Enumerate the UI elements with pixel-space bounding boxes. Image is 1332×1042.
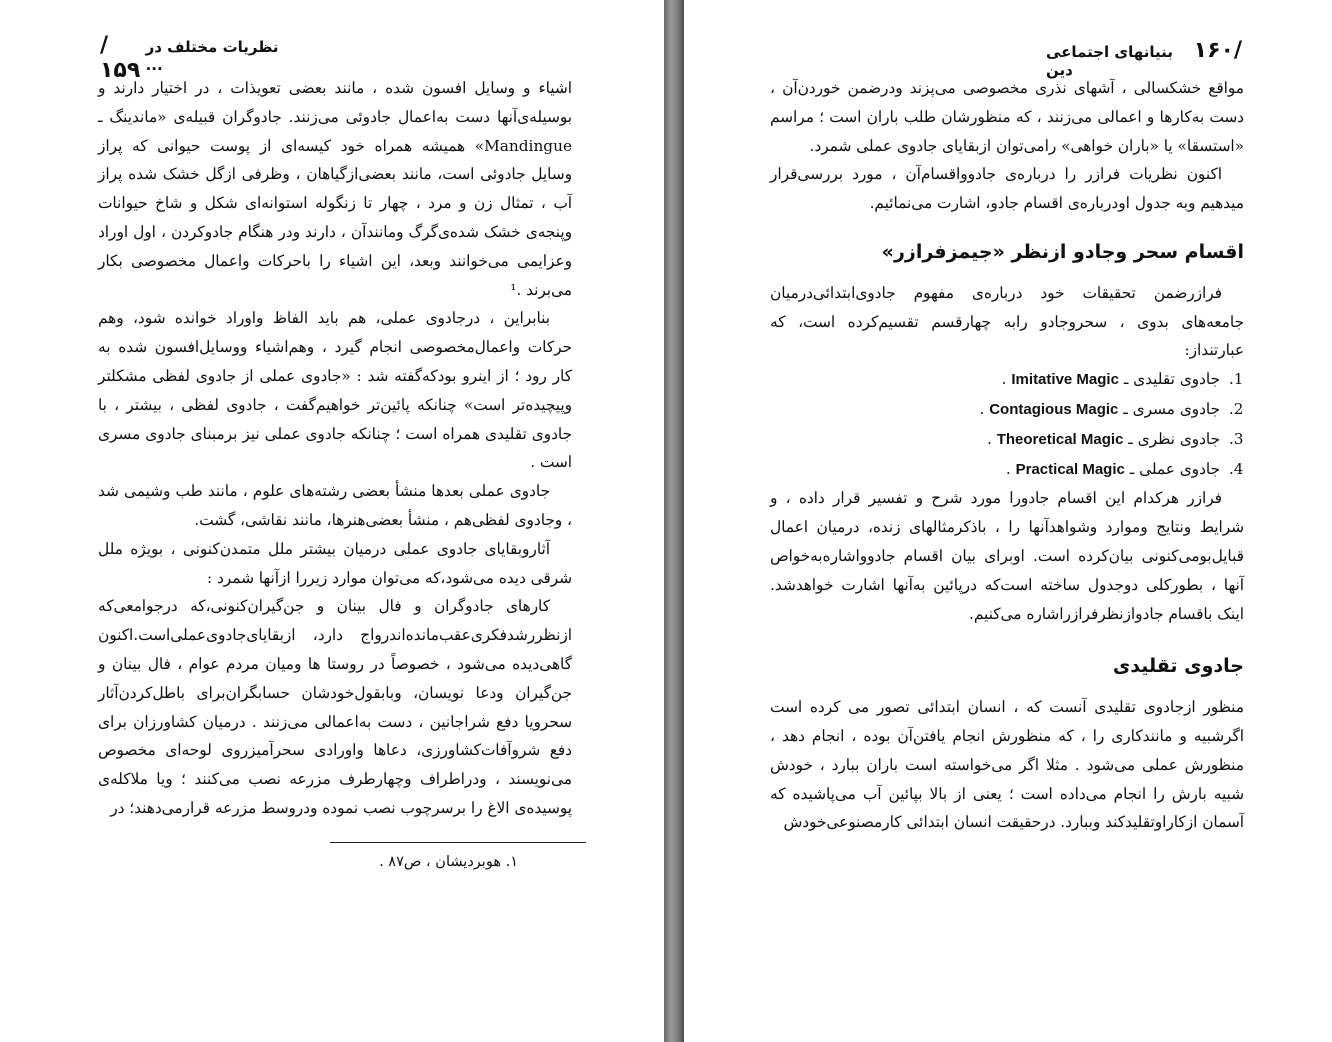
right-paragraph: منظور ازجادوی تقلیدی آنست که ، انسان ابتدائی تصور می کرده است اگرشبیه و مانندکاری را ، که منظورش انجام یافتن‌آن بوده ، انجام دهد ، منظورش عملی می‌شود . مثلا اگر می‌خواسته است باران ببارد ، خودش شبیه بارش را انجام می‌داده است ؛ یعنی از بالا بپائین آب می‌پاشیده که آسمان ازکاراوتقلیدکند وببارد. درحقیقت انسان ابتدائی کارمصنوعی‌خودش xyxy=(770,698,1244,832)
section-intro: فرازرضمن تحقیقات خود درباره‌ی مفهوم جادوی‌ابتدائی‌درمیان جامعه‌های بدوی ، سحروجادو رابه چهارقسم تقسیم‌کرده است، که عبارتنداز: xyxy=(770,283,1244,360)
right-page xyxy=(684,0,1332,1042)
left-paragraph: بنابراین ، درجادوی عملی، هم باید الفاظ واوراد خوانده شود، وهم حرکات واعمال‌مخصوصی انجام گیرد ، وهم‌اشیاء ووسایل‌افسون شده به کار رود ؛ از اینرو بودکه‌گفته شد : «جادوی عملی از جادوی لفظی مشکلتر وپیچیده‌تر است» چنانکه پائین‌تر خواهیم‌گفت ، جادوی لفظی ، بیشتر ، با جادوی تقلیدی همراه است ؛ چنانکه جادوی عملی نیز برمبنای جادوی مسری است . xyxy=(98,309,572,472)
footnote: ۱. هوبردیشان ، ص۸۷ . xyxy=(379,854,518,870)
right-page-body xyxy=(770,74,1244,837)
section-heading-frazer: اقسام سحر وجادو ازنظر «جیمزفرازر» xyxy=(881,240,1244,263)
list-item: 2. جادوی مسری ـ Contagious Magic . xyxy=(770,395,1224,425)
left-page-number: /۱۵۹ xyxy=(100,33,141,83)
list-item: 1. جادوی تقلیدی ـ Imitative Magic . xyxy=(770,365,1224,395)
left-page xyxy=(0,0,664,1042)
section-heading-imitative: جادوی تقلیدی xyxy=(1112,655,1244,678)
right-running-title: بنیانهای اجتماعی دین xyxy=(1046,43,1173,79)
left-paragraph: کارهای جادوگران و فال بینان و جن‌گیران‌کنونی،که درجوامعی‌که ازنظر‌رشدفکری‌عقب‌مانده‌اندرواج دارد، ازبقایای‌جادوی‌عملی‌است.اکنون گاهی‌دیده می‌شود ، خصوصاً در روستا ها ومیان مردم عوام ، فال بینان و جن‌گیران ودعا نویسان، وبابقول‌خودشان حسابگران‌برای باطل‌کردن‌آثار سحرویا دفع شراجانین ، دست به‌اعمالی می‌زنند . درمیان کشاورزان برای دفع شروآفات‌کشاورزی، دعاها واورادی سحرآمیزروی لوحه‌ای مخصوص می‌نویسند ، ودراطراف وچهارطرف مزرعه نصب می‌کنند ؛ ویا ملاکله‌ی پوسیده‌ی الاغ را برسرچوب نصب نموده ودروسط مزرعه قرارمی‌دهند؛ در xyxy=(98,597,572,817)
right-page-header xyxy=(1046,38,1242,79)
left-page-body xyxy=(98,74,572,823)
magic-types-list xyxy=(770,365,1244,484)
left-running-title: نظریات مختلف در ... xyxy=(145,38,279,74)
list-item: 3. جادوی نظری ـ Theoretical Magic . xyxy=(770,425,1224,455)
right-page-number: ۱۶۰/ xyxy=(1193,38,1242,63)
right-paragraph: اکنون نظریات فرازر را درباره‌ی جادوواقسام‌آن ، مورد بررسی‌قرار میدهیم وبه جدول اودرباره‌ی اقسام جادو، اشارت می‌نمائیم. xyxy=(770,165,1244,213)
book-gutter xyxy=(664,0,684,1042)
footnote-separator xyxy=(330,842,586,843)
left-paragraph: اشیاء و وسایل افسون شده ، مانند بعضی تعویذات ، در اختیار دارند و بوسیله‌ی‌آنها دست به‌اعمال جادوئی می‌زنند. جادوگران قبیله‌ی «ماندینگ ـ Mandingue» همیشه همراه خود کیسه‌ای از پوست حیوانی که پراز وسایل جادوئی است، مانند بعضی‌ازگیاهان ، وظرفی ازگل خشک شده پراز آب ، تمثال زن و مرد ، چهار تا زنگوله استوانه‌ای شکل و شاخ حیوانات وپنجه‌ی خشک شده‌ی‌گرگ ومانندآن ، دارند ودر هنگام جادوکردن ، اول اوراد وعزایمی می‌خوانند وبعد، این اشیاء را باحرکات واعمال مخصوصی بکار می‌برند .¹ xyxy=(98,79,572,299)
right-paragraph: مواقع خشکسالی ، آشهای نذری مخصوصی می‌پزند ودرضمن خوردن‌آن ، دست به‌کارها و اعمالی می‌زنند ، که منظورشان طلب باران است ؛ مراسم «استسقا» یا «باران خواهی» رامی‌توان ازبقایای جادوی عملی شمرد. xyxy=(770,79,1244,155)
list-item: 4. جادوی عملی ـ Practical Magic . xyxy=(770,455,1224,485)
left-paragraph: جادوی عملی بعدها منشأ بعضی رشته‌های علوم ، مانند طب وشیمی شد ، وجادوی لفظی‌هم ، منشأ بعضی‌هنرها، مانند نقاشی، گشت. xyxy=(98,482,572,529)
right-paragraph: فرازر هرکدام این اقسام جادورا مورد شرح و تفسیر قرار داده ، و شرایط ونتایج وموارد وشواهدآنها را ، باذکرمثالهای زنده، درمیان اعمال قبایل‌بومی‌کنونی بیان‌کرده است. اوبرای بیان اقسام جادوواشاره‌به‌خواص آنها ، بطورکلی دوجدول ساخته است‌که درپائین به‌آنها اشارت خواهدشد. اینک باقسام جادوازنظرفرازراشاره می‌کنیم. xyxy=(770,489,1244,623)
left-paragraph: آثاروبقایای جادوی عملی درمیان بیشتر ملل متمدن‌کنونی ، بویژه ملل شرقی دیده می‌شود،که می‌توان موارد زیررا ازآنها شمرد : xyxy=(98,539,572,587)
